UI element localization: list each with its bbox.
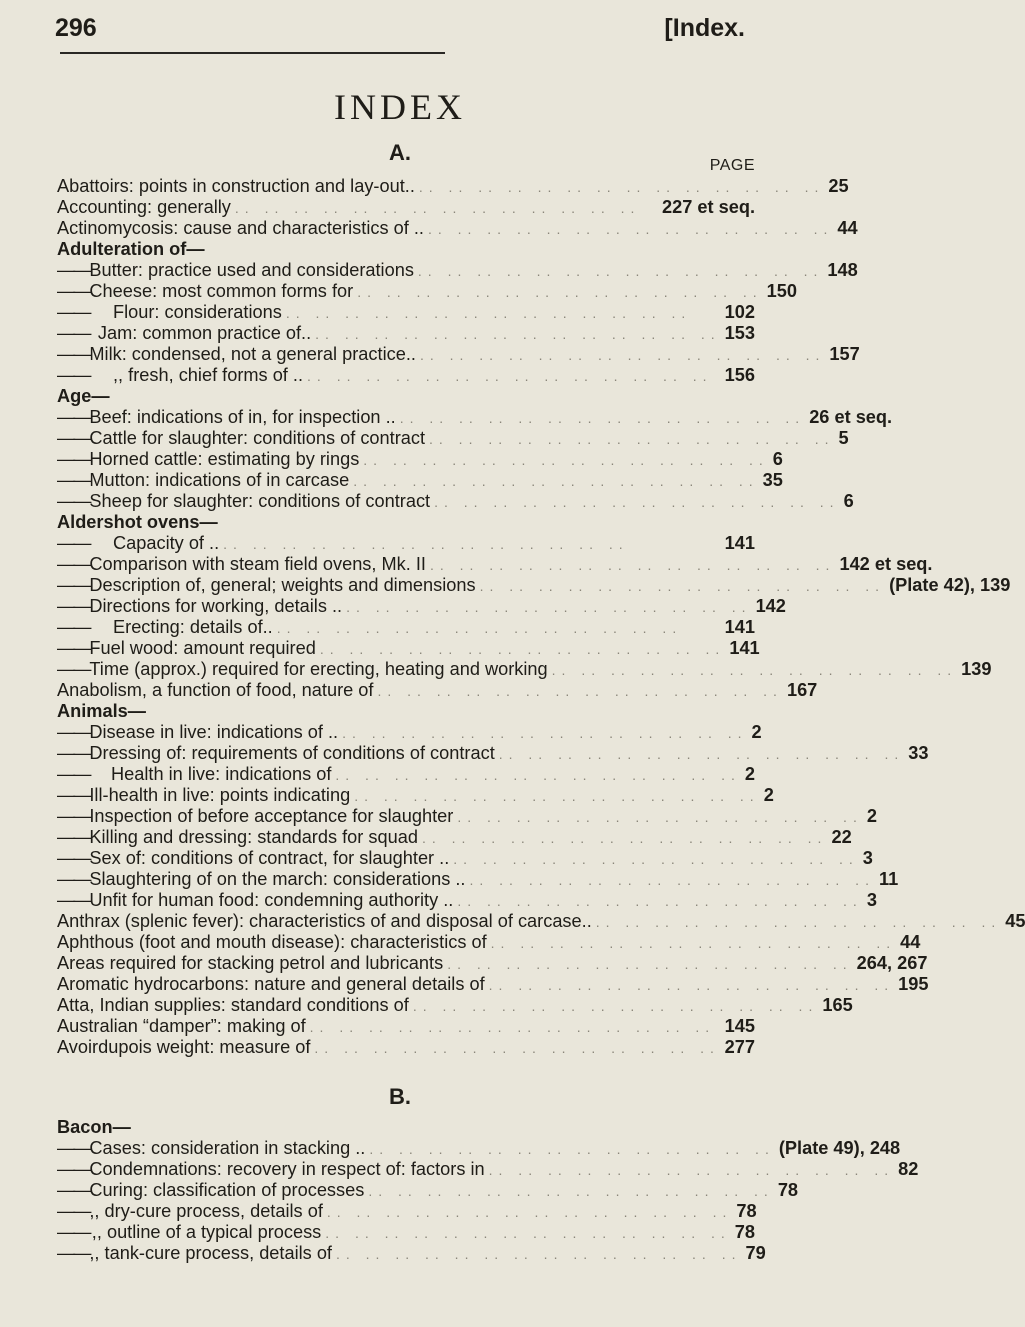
entry-text: Aldershot ovens— <box>57 512 218 532</box>
entry-text: Actinomycosis: cause and characteristics of .. <box>57 218 424 238</box>
entry-text: Erecting: details of.. <box>113 617 273 637</box>
index-entry <box>57 848 873 869</box>
index-entry <box>57 890 877 911</box>
entry-text: Horned cattle: estimating by rings <box>89 449 360 469</box>
repeat-dash <box>57 470 89 491</box>
entry-text: Killing and dressing: standards for squad <box>89 827 418 847</box>
entry-text: Accounting: generally <box>57 197 231 217</box>
entry-page: 11 <box>878 869 899 889</box>
repeat-dash <box>57 449 89 470</box>
entry-page: 78 <box>736 1201 757 1221</box>
index-entry <box>57 827 852 848</box>
entry-text: Bacon— <box>57 1117 131 1137</box>
leader-dots: .. .. .. .. .. .. .. .. .. .. .. .. .. .. <box>326 1204 733 1220</box>
repeat-dash <box>57 365 113 386</box>
header-rule <box>60 52 445 54</box>
index-entry <box>57 407 893 428</box>
index-entry <box>57 911 1025 932</box>
index-entry <box>57 1016 755 1037</box>
entry-page: 35 <box>762 470 783 490</box>
index-heading <box>57 386 755 407</box>
entry-text: Adulteration of— <box>57 239 205 259</box>
entry-text: Dressing of: requirements of conditions of contract <box>89 743 495 763</box>
entry-page: 33 <box>908 743 929 763</box>
repeat-dash <box>57 1138 89 1159</box>
index-entry <box>57 323 755 344</box>
entry-page: 142 et seq. <box>839 554 933 574</box>
index-entry <box>57 1243 766 1264</box>
repeat-dash <box>57 554 89 575</box>
index-entry <box>57 869 899 890</box>
index-entry <box>57 1037 755 1058</box>
leader-dots: .. .. .. .. .. .. .. .. .. .. .. .. .. .. <box>399 410 806 426</box>
leader-dots: .. .. .. .. .. .. .. .. .. .. .. .. .. .. <box>421 830 828 846</box>
entry-page: 78 <box>734 1222 755 1242</box>
leader-dots: .. .. .. .. .. .. .. .. .. .. .. .. .. .. <box>285 305 692 321</box>
entry-page: 195 <box>898 974 929 994</box>
repeat-dash <box>57 890 89 911</box>
repeat-dash <box>57 323 98 344</box>
entry-text: Flour: considerations <box>113 302 282 322</box>
leader-dots: .. .. .. .. .. .. .. .. .. .. .. .. .. .. <box>453 851 859 867</box>
entry-page: (Plate 49), 248 <box>778 1138 901 1158</box>
entry-page: 153 <box>724 323 755 343</box>
repeat-dash <box>57 764 111 785</box>
entry-text: Atta, Indian supplies: standard conditions of <box>57 995 409 1015</box>
entry-text: Aromatic hydrocarbons: nature and general details of <box>57 974 485 994</box>
index-entry <box>57 722 762 743</box>
index-entry <box>57 743 929 764</box>
entry-page: 6 <box>843 491 854 511</box>
entry-text: Capacity of .. <box>113 533 220 553</box>
leader-dots: .. .. .. .. .. .. .. .. .. .. .. .. .. .. <box>377 683 783 699</box>
repeat-dash <box>57 596 89 617</box>
repeat-dash <box>57 806 89 827</box>
entry-text: Time (approx.) required for erecting, heating and working <box>89 659 548 679</box>
leader-dots: .. .. .. .. .. .. .. .. .. .. .. .. .. .. <box>363 452 769 468</box>
entry-text: ,, outline of a typical process <box>91 1222 322 1242</box>
index-entry <box>57 1222 755 1243</box>
leader-dots: .. .. .. .. .. .. .. .. .. .. .. .. .. .. <box>335 767 741 783</box>
index-entry <box>57 638 760 659</box>
entry-text: Fuel wood: amount required <box>89 638 316 658</box>
index-entry <box>57 995 853 1016</box>
entry-text: Beef: indications of in, for inspection .. <box>89 407 396 427</box>
entry-text: Animals— <box>57 701 146 721</box>
repeat-dash <box>57 344 89 365</box>
leader-dots: .. .. .. .. .. .. .. .. .. .. .. .. .. .. <box>429 431 835 447</box>
entry-text: Sheep for slaughter: conditions of contract <box>89 491 431 511</box>
repeat-dash <box>57 1201 89 1222</box>
index-entry <box>57 680 818 701</box>
leader-dots: .. .. .. .. .. .. .. .. .. .. .. .. .. .. <box>457 893 863 909</box>
leader-dots: .. .. .. .. .. .. .. .. .. .. .. .. .. .. <box>457 809 863 825</box>
leader-dots: .. .. .. .. .. .. .. .. .. .. .. .. .. .. <box>498 746 905 762</box>
entry-page: 277 <box>724 1037 755 1057</box>
entry-page: 156 <box>724 365 755 385</box>
entry-page: 22 <box>831 827 852 847</box>
leader-dots: .. .. .. .. .. .. .. .. .. .. .. .. .. .. <box>551 662 958 678</box>
index-entry <box>57 449 783 470</box>
index-entry <box>57 764 755 785</box>
index-entry <box>57 1138 901 1159</box>
entry-text: Abattoirs: points in construction and lay-out.. <box>57 176 415 196</box>
repeat-dash <box>57 281 89 302</box>
index-entry <box>57 344 860 365</box>
running-section-title: [Index. <box>664 14 745 42</box>
index-heading <box>57 1117 755 1138</box>
leader-dots: .. .. .. .. .. .. .. .. .. .. .. .. .. .. <box>319 641 726 657</box>
index-entries-a <box>57 176 1025 1058</box>
entry-page: 44 <box>900 932 921 952</box>
entry-page: 2 <box>866 806 877 826</box>
entry-page: 167 <box>786 680 818 700</box>
leader-dots: .. .. .. .. .. .. .. .. .. .. .. .. .. .. <box>357 284 763 300</box>
leader-dots: .. .. .. .. .. .. .. .. .. .. .. .. .. .. <box>434 494 840 510</box>
entry-text: Mutton: indications of in carcase <box>89 470 350 490</box>
entry-text: Description of, general; weights and dimensions <box>89 575 476 595</box>
leader-dots: .. .. .. .. .. .. .. .. .. .. .. .. .. .. <box>427 221 834 237</box>
entry-page: 150 <box>766 281 798 301</box>
index-entry <box>57 491 854 512</box>
index-entry <box>57 932 921 953</box>
repeat-dash <box>57 785 89 806</box>
entry-text: Jam: common practice of.. <box>97 323 312 343</box>
entry-text: Sex of: conditions of contract, for slaughter .. <box>89 848 450 868</box>
entry-text: Unfit for human food: condemning authority .. <box>89 890 454 910</box>
index-entry <box>57 953 928 974</box>
entry-text: ,, fresh, chief forms of .. <box>113 365 304 385</box>
index-entries-b <box>57 1117 919 1264</box>
leader-dots: .. .. .. .. .. .. .. .. .. .. .. .. .. .. <box>354 788 760 804</box>
entry-page: 148 <box>827 260 858 280</box>
leader-dots: .. .. .. .. .. .. .. .. .. .. .. .. .. .. <box>325 1225 731 1241</box>
entry-text: Curing: classification of processes <box>89 1180 365 1200</box>
index-entry <box>57 575 1011 596</box>
leader-dots: .. .. .. .. .. .. .. .. .. .. .. .. .. .. <box>417 263 824 279</box>
index-entry <box>57 806 877 827</box>
leader-dots: .. .. .. .. .. .. .. .. .. .. .. .. .. .. <box>336 1246 742 1262</box>
leader-dots: .. .. .. .. .. .. .. .. .. .. .. .. .. .. <box>234 200 641 216</box>
entry-page: 3 <box>862 848 873 868</box>
repeat-dash <box>57 743 89 764</box>
repeat-dash <box>57 491 89 512</box>
leader-dots: .. .. .. .. .. .. .. .. .. .. .. .. .. .. <box>488 977 895 993</box>
leader-dots: .. .. .. .. .. .. .. .. .. .. .. .. .. .. <box>353 473 759 489</box>
section-letter-b: B. <box>389 1084 411 1109</box>
entry-page: 78 <box>777 1180 799 1200</box>
index-entry <box>57 785 774 806</box>
index-entry <box>57 659 992 680</box>
repeat-dash <box>57 1180 89 1201</box>
leader-dots: .. .. .. .. .. .. .. .. .. .. .. .. .. .. <box>346 599 752 615</box>
repeat-dash <box>57 1159 89 1180</box>
entry-page: 142 <box>755 596 786 616</box>
leader-dots: .. .. .. .. .. .. .. .. .. .. .. .. .. .. <box>314 1040 720 1056</box>
index-entry <box>57 1201 755 1222</box>
entry-page: 157 <box>829 344 860 364</box>
leader-dots: .. .. .. .. .. .. .. .. .. .. .. .. .. .. <box>490 935 897 951</box>
index-entry <box>57 365 755 386</box>
entry-text: Inspection of before acceptance for slaughter <box>89 806 454 826</box>
entry-text: Comparison with steam field ovens, Mk. II <box>89 554 426 574</box>
entry-page: 141 <box>724 533 755 553</box>
index-entry <box>57 554 933 575</box>
section-letter-a: A. <box>389 140 411 165</box>
entry-text: ,, tank-cure process, details of <box>89 1243 332 1263</box>
leader-dots: .. .. .. .. .. .. .. .. .. .. .. .. .. .. <box>469 872 875 888</box>
repeat-dash <box>57 722 89 743</box>
index-heading <box>57 239 755 260</box>
entry-text: Cases: consideration in stacking .. <box>89 1138 366 1158</box>
running-header <box>55 14 745 44</box>
index-entry <box>57 596 786 617</box>
repeat-dash <box>57 302 113 323</box>
entry-text: Directions for working, details .. <box>89 596 343 616</box>
leader-dots: .. .. .. .. .. .. .. .. .. .. .. .. .. .. <box>447 956 853 972</box>
index-entry <box>57 617 755 638</box>
index-entry <box>57 470 783 491</box>
entry-page: 45 <box>1005 911 1025 931</box>
leader-dots: .. .. .. .. .. .. .. .. .. .. .. .. .. .. <box>307 368 713 384</box>
entry-page: 25 <box>828 176 849 196</box>
index-entry <box>57 533 755 554</box>
entry-text: Cheese: most common forms for <box>89 281 354 301</box>
repeat-dash <box>57 638 89 659</box>
entry-page: 2 <box>763 785 774 805</box>
repeat-dash <box>57 428 89 449</box>
entry-text: Anabolism, a function of food, nature of <box>57 680 374 700</box>
entry-text: Aphthous (foot and mouth disease): characteristics of <box>57 932 487 952</box>
repeat-dash <box>57 848 89 869</box>
entry-text: Age— <box>57 386 110 406</box>
leader-dots: .. .. .. .. .. .. .. .. .. .. .. .. .. .. <box>488 1162 895 1178</box>
repeat-dash <box>57 1243 89 1264</box>
leader-dots: .. .. .. .. .. .. .. .. .. .. .. .. .. .. <box>369 1141 775 1157</box>
entry-page: 227 et seq. <box>661 197 755 217</box>
index-entry <box>57 197 755 218</box>
entry-page: 264, 267 <box>856 953 928 973</box>
leader-dots: .. .. .. .. .. .. .. .. .. .. .. .. .. .. <box>412 998 819 1014</box>
entry-page: 102 <box>724 302 755 322</box>
repeat-dash <box>57 617 113 638</box>
index-entry <box>57 302 755 323</box>
repeat-dash <box>57 260 89 281</box>
entry-page: 5 <box>838 428 849 448</box>
entry-page: 141 <box>729 638 760 658</box>
index-entry <box>57 1180 799 1201</box>
index-entry <box>57 428 849 449</box>
entry-page: (Plate 42), 139 <box>889 575 1011 595</box>
entry-text: Condemnations: recovery in respect of: factors in <box>89 1159 485 1179</box>
repeat-dash <box>57 827 89 848</box>
index-entry <box>57 974 929 995</box>
entry-page: 82 <box>898 1159 919 1179</box>
repeat-dash <box>57 575 89 596</box>
index-entry <box>57 1159 919 1180</box>
leader-dots: .. .. .. .. .. .. .. .. .. .. .. .. .. .. <box>309 1019 716 1035</box>
leader-dots: .. .. .. .. .. .. .. .. .. .. .. .. .. .. <box>419 347 826 363</box>
index-heading <box>57 701 755 722</box>
entry-text: Health in live: indications of <box>111 764 332 784</box>
index-heading <box>57 512 755 533</box>
entry-page: 165 <box>822 995 853 1015</box>
entry-page: 26 et seq. <box>809 407 893 427</box>
repeat-dash <box>57 1222 92 1243</box>
entry-page: 2 <box>744 764 755 784</box>
page-title: INDEX <box>334 87 466 127</box>
entry-text: Slaughtering of on the march: considerations .. <box>89 869 466 889</box>
entry-page: 3 <box>866 890 877 910</box>
entry-page: 44 <box>837 218 858 238</box>
leader-dots: .. .. .. .. .. .. .. .. .. .. .. .. .. .. <box>418 179 825 195</box>
entry-text: ,, dry-cure process, details of <box>89 1201 323 1221</box>
leader-dots: .. .. .. .. .. .. .. .. .. .. .. .. .. .. <box>368 1183 774 1199</box>
entry-page: 2 <box>751 722 762 742</box>
repeat-dash <box>57 659 89 680</box>
leader-dots: .. .. .. .. .. .. .. .. .. .. .. .. .. .. <box>429 557 836 573</box>
leader-dots: .. .. .. .. .. .. .. .. .. .. .. .. .. .. <box>342 725 748 741</box>
leader-dots: .. .. .. .. .. .. .. .. .. .. .. .. .. .. <box>315 326 721 342</box>
entry-page: 79 <box>745 1243 766 1263</box>
entry-text: Disease in live: indications of .. <box>89 722 339 742</box>
leader-dots: .. .. .. .. .. .. .. .. .. .. .. .. .. .. <box>479 578 886 594</box>
entry-text: Anthrax (splenic fever): characteristics of and disposal of carcase.. <box>57 911 592 931</box>
repeat-dash <box>57 407 89 428</box>
repeat-dash <box>57 533 113 554</box>
entry-page: 139 <box>961 659 992 679</box>
leader-dots: .. .. .. .. .. .. .. .. .. .. .. .. .. .. <box>276 620 683 636</box>
entry-text: Cattle for slaughter: conditions of contract <box>89 428 426 448</box>
leader-dots: .. .. .. .. .. .. .. .. .. .. .. .. .. .. <box>223 536 629 552</box>
entry-text: Avoirdupois weight: measure of <box>57 1037 311 1057</box>
index-entry <box>57 218 858 239</box>
entry-text: Ill-health in live: points indicating <box>89 785 351 805</box>
index-entry <box>57 281 798 302</box>
entry-page: 145 <box>724 1016 755 1036</box>
leader-dots: .. .. .. .. .. .. .. .. .. .. .. .. .. .. <box>595 914 1002 930</box>
page-column-label: PAGE <box>709 157 755 174</box>
index-entry <box>57 176 849 197</box>
entry-text: Areas required for stacking petrol and lubricants <box>57 953 444 973</box>
repeat-dash <box>57 869 89 890</box>
entry-text: Australian “damper”: making of <box>57 1016 306 1036</box>
entry-page: 6 <box>772 449 783 469</box>
entry-page: 141 <box>724 617 755 637</box>
index-entry <box>57 260 858 281</box>
entry-text: Butter: practice used and considerations <box>89 260 414 280</box>
entry-text: Milk: condensed, not a general practice.. <box>89 344 416 364</box>
page-number: 296 <box>55 14 97 42</box>
